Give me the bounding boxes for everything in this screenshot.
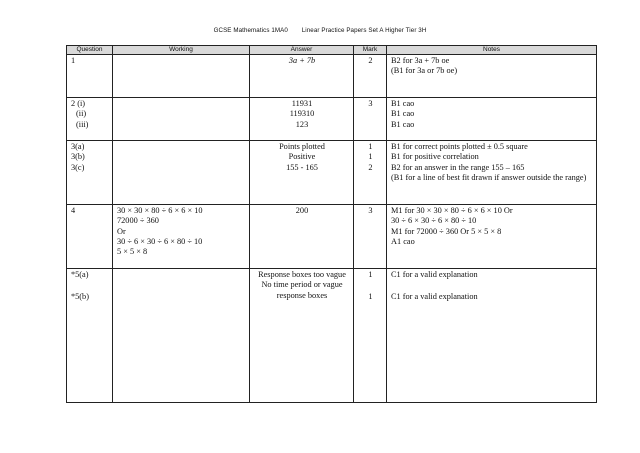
column-header-answer: Answer [250, 46, 354, 55]
answer-value: 3a + 7b [288, 56, 316, 65]
question-number: (ii) [76, 109, 87, 119]
answer-cell [250, 269, 354, 403]
question-number: 2 (i) [71, 99, 86, 108]
working-line: Or [117, 226, 126, 236]
working-cell [113, 55, 250, 98]
working-line: 30 ÷ 6 × 30 ÷ 6 × 80 ÷ 10 [117, 236, 203, 246]
mark-value: 1 [368, 292, 373, 302]
note-line: C1 for a valid explanation [391, 292, 478, 302]
answer-cell [250, 205, 354, 269]
note-line: B1 cao [391, 99, 415, 108]
answer-value: Positive [288, 152, 316, 162]
working-cell [113, 269, 250, 403]
mark-cell [354, 141, 387, 205]
note-line: B1 cao [391, 119, 415, 129]
working-cell [113, 141, 250, 205]
working-cell [113, 98, 250, 141]
answer-cell [250, 141, 354, 205]
answer-value: No time period or vague response boxes [261, 280, 343, 300]
mark-value: 1 [368, 152, 373, 162]
working-line: 5 × 5 × 8 [117, 247, 148, 257]
column-header-question: Question [67, 46, 113, 55]
answer-cell [250, 55, 354, 98]
note-line: M1 for 72000 ÷ 360 Or 5 × 5 × 8 [391, 226, 502, 236]
header-paper: Linear Practice Papers Set A Higher Tier 3H [301, 27, 427, 34]
page-header [0, 27, 640, 34]
notes-cell [387, 141, 597, 205]
notes-cell [387, 205, 597, 269]
mark-cell [354, 55, 387, 98]
note-line: (B1 for 3a or 7b oe) [391, 66, 458, 76]
question-number: 4 [71, 206, 76, 215]
column-header-working: Working [113, 46, 250, 55]
question-number: 3(b) [71, 152, 85, 162]
mark-cell [354, 98, 387, 141]
question-cell [67, 205, 113, 269]
question-number: (iii) [76, 119, 89, 129]
working-line: 72000 ÷ 360 [117, 216, 159, 226]
note-line: B2 for 3a + 7b oe [391, 56, 450, 65]
note-line: A1 cao [391, 236, 415, 246]
table-row [67, 205, 597, 269]
answer-value: 119310 [289, 109, 315, 119]
notes-cell [387, 269, 597, 403]
header-course: GCSE Mathematics 1MA0 [213, 27, 288, 34]
mark-value: 1 [368, 270, 373, 279]
note-line: M1 for 30 × 30 × 80 ÷ 6 × 6 × 10 Or [391, 206, 513, 215]
mark-value: 3 [368, 206, 373, 215]
question-number: *5(a) [71, 270, 89, 279]
answer-value: 200 [295, 206, 309, 215]
answer-cell [250, 98, 354, 141]
answer-value: 155 - 165 [286, 162, 318, 172]
question-cell [67, 269, 113, 403]
question-number: 3(c) [71, 162, 85, 172]
working-line: 30 × 30 × 80 ÷ 6 × 6 × 10 [117, 206, 203, 215]
note-line: B1 cao [391, 109, 415, 119]
note-line: B2 for an answer in the range 155 – 165 [391, 162, 525, 172]
table-header-row [67, 46, 597, 55]
mark-scheme-table [66, 45, 597, 403]
note-line: B1 for positive correlation [391, 152, 479, 162]
mark-cell [354, 205, 387, 269]
notes-cell [387, 55, 597, 98]
question-cell [67, 55, 113, 98]
table-row [67, 141, 597, 205]
answer-value: 123 [295, 119, 309, 129]
question-number: 1 [71, 56, 76, 65]
table-row [67, 269, 597, 403]
table-row [67, 98, 597, 141]
note-line: C1 for a valid explanation [391, 270, 478, 279]
note-line: (B1 for a line of best fit drawn if answer outside the range) [391, 172, 587, 182]
mark-value: 2 [368, 162, 373, 172]
question-number: 3(a) [71, 142, 85, 151]
table-row [67, 55, 597, 98]
note-line: B1 for correct points plotted ± 0.5 square [391, 142, 528, 151]
answer-value: Response boxes too vague [258, 270, 346, 279]
question-cell [67, 141, 113, 205]
question-number: *5(b) [71, 292, 89, 302]
question-cell [67, 98, 113, 141]
mark-cell [354, 269, 387, 403]
note-line: 30 ÷ 6 × 30 ÷ 6 × 80 ÷ 10 [391, 216, 477, 226]
mark-value: 3 [368, 99, 373, 108]
answer-value: Points plotted [279, 142, 325, 151]
mark-value: 1 [368, 142, 373, 151]
working-cell [113, 205, 250, 269]
mark-value: 2 [368, 56, 373, 65]
column-header-notes: Notes [387, 46, 597, 55]
column-header-mark: Mark [354, 46, 387, 55]
answer-value: 11931 [291, 99, 313, 108]
notes-cell [387, 98, 597, 141]
